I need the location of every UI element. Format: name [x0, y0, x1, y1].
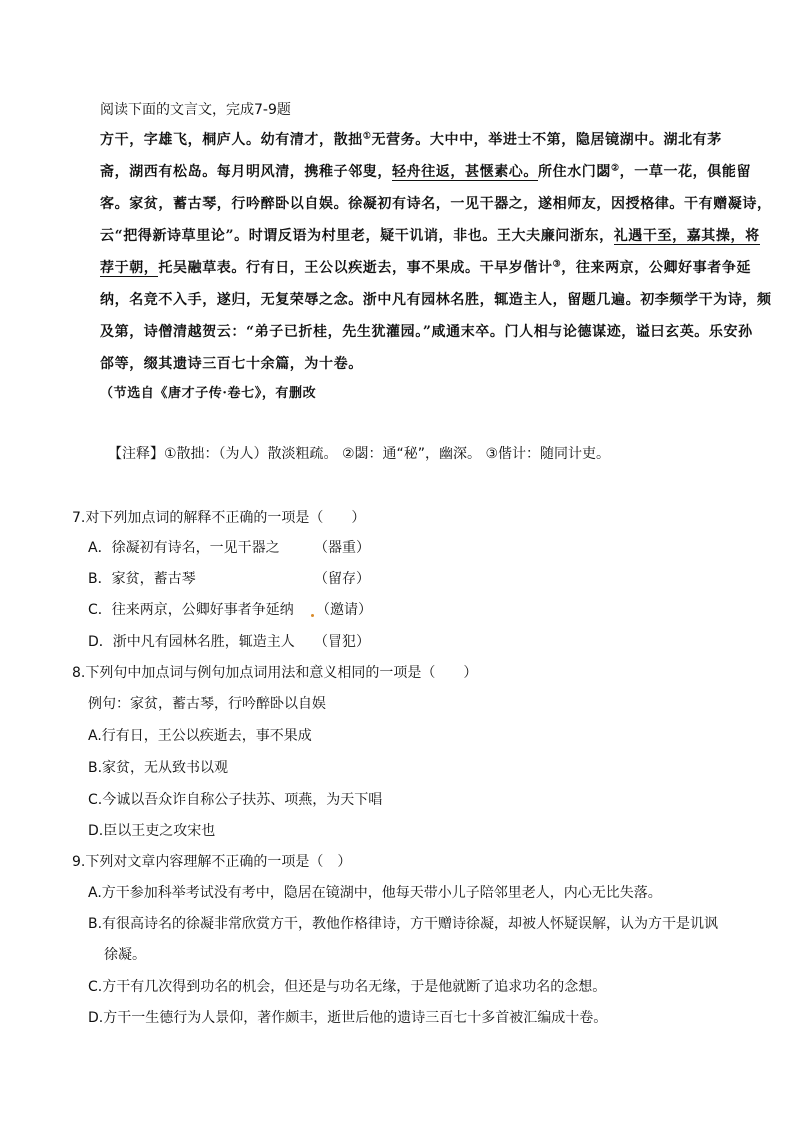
underlined-sentence-2a: 礼遇干至，嘉其操，将: [613, 228, 760, 244]
passage-text: 所住水门閟: [538, 164, 611, 180]
q9-option-b-cont: 徐凝。: [104, 947, 146, 963]
q9-option-b: B.有很高诗名的徐凝非常欣赏方干，教他作格律诗，方干赠诗徐凝，却被人怀疑误解，认为方干是讥讽: [88, 916, 719, 932]
passage-line-1: [100, 130, 722, 150]
passage-text: 无营务。大中中，举进士不第，隐居镜湖中。湖北有茅: [371, 132, 722, 148]
passage-text: 斋，湖西有松岛。每月明风清，携稚子邻叟，: [100, 164, 392, 180]
emphasis-dot: [311, 614, 314, 617]
reading-intro: 阅读下面的文言文，完成7-9题: [100, 102, 291, 118]
passage-line-8: 郃等，缀其遗诗三百七十余篇，为十卷。: [100, 356, 363, 372]
question-7-stem: 7.对下列加点词的解释不正确的一项是（ ）: [72, 510, 366, 526]
underlined-sentence-1: 轻舟往返，甚惬素心。: [392, 164, 538, 180]
passage-text: 托吴融草表。行有日，王公以疾逝去，事不果成。干早岁偕计: [158, 260, 553, 276]
q8-option-a: A.行有日，王公以疾逝去，事不果成: [88, 728, 312, 744]
q7-option-a: A．徐凝初有诗名，一见干器之: [88, 540, 280, 556]
q7-option-b: B．家贫，蓄古琴: [88, 571, 196, 587]
passage-line-5: [100, 258, 751, 278]
passage-line-4: [100, 226, 760, 246]
q8-option-c: C.今诚以吾众诈自称公子扶苏、项燕，为天下唱: [88, 792, 383, 808]
footnote-ref-1: ①: [362, 131, 372, 142]
passage-line-3: 客。家贫，蓄古琴，行吟醉卧以自娱。徐凝初有诗名，一见干器之，遂相师友，因授格律。干有赠凝诗，: [100, 196, 772, 212]
q8-option-b: B.家贫，无从致书以观: [88, 760, 229, 776]
passage-text: 方干，字雄飞，桐庐人。幼有清才，散拙: [100, 132, 363, 148]
passage-line-2: [100, 162, 751, 182]
q9-option-a: A.方干参加科举考试没有考中，隐居在镜湖中，他每天带小儿子陪邻里老人，内心无比失落。: [88, 885, 662, 901]
q8-example: 例句：家贫，蓄古琴，行吟醉卧以自娱: [88, 696, 326, 712]
q7-option-d: D．浙中凡有园林名胜，辄造主人: [88, 634, 295, 650]
passage-line-6: 纳，名竞不入手，遂归，无复荣辱之念。浙中凡有园林名胜，辄造主人，留题几遍。初李频学干为诗，频: [100, 292, 772, 308]
passage-line-7: 及第，诗僧清越贺云：“弟子已折桂，先生犹灌园。”咸通末卒。门人相与论德谋迹，谥曰玄英。乐安孙: [100, 324, 753, 340]
question-8-stem: 8.下列句中加点词与例句加点词用法和意义相同的一项是（ ）: [72, 665, 478, 681]
q9-option-d: D.方干一生德行为人景仰，著作颇丰，逝世后他的遗诗三百七十多首被汇编成十卷。: [88, 1010, 608, 1026]
passage-text: ，一草一花，俱能留: [619, 164, 752, 180]
q8-option-d: D.臣以王吏之攻宋也: [88, 823, 216, 839]
annotation-notes: 【注释】①散拙：（为人）散淡粗疏。 ②閟：通“秘”，幽深。 ③偕计：随同计吏。: [108, 446, 611, 462]
q9-option-c: C.方干有几次得到功名的机会，但还是与功名无缘，于是他就断了追求功名的念想。: [88, 979, 607, 995]
q7-option-b-gloss: （留存）: [314, 571, 370, 587]
passage-text: 云“把得新诗草里论”。时谓反语为村里老，疑干讥诮，非也。王大夫廉问浙东，: [100, 228, 614, 244]
footnote-ref-2: ②: [611, 163, 620, 174]
passage-source: （节选自《唐才子传·卷七》，有删改: [100, 386, 317, 401]
underlined-sentence-2b: 荐于朝，: [100, 260, 159, 276]
q7-option-c-gloss: （邀请）: [316, 602, 372, 618]
footnote-ref-3: ③: [552, 259, 562, 270]
q7-option-c: C．往来两京，公卿好事者争延纳: [88, 602, 294, 618]
passage-text: ，往来两京，公卿好事者争延: [561, 260, 752, 276]
q7-option-a-gloss: （器重）: [314, 540, 370, 556]
question-9-stem: 9.下列对文章内容理解不正确的一项是（ ）: [72, 854, 352, 870]
q7-option-d-gloss: （冒犯）: [314, 634, 370, 650]
